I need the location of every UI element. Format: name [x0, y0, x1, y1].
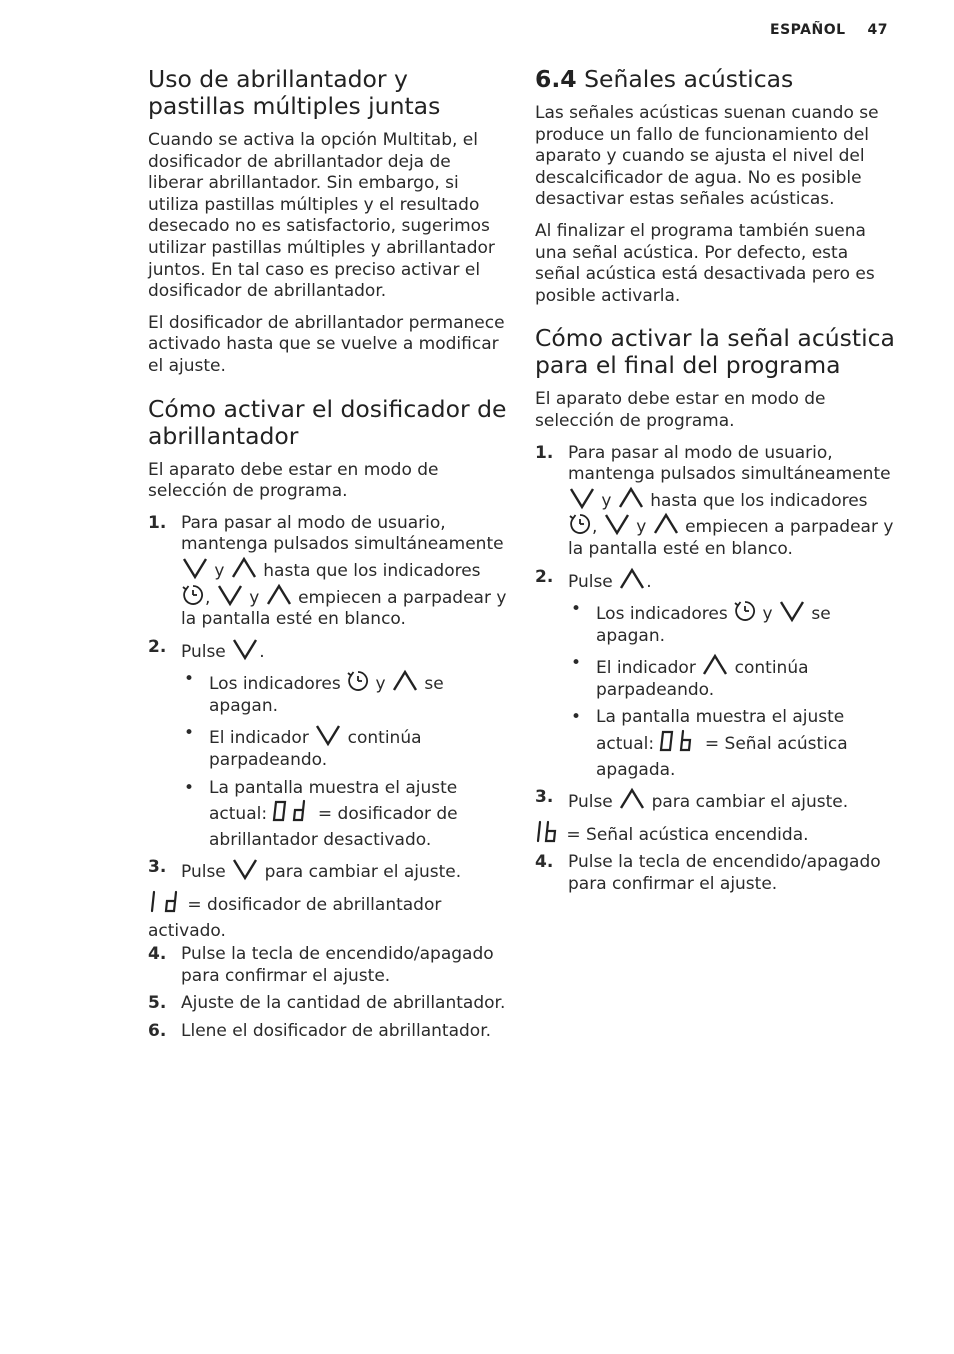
display-1b	[535, 820, 561, 851]
display-0d	[272, 799, 312, 830]
page-header	[770, 22, 888, 38]
chevron-down-icon	[314, 723, 342, 747]
step-1: 1. Para pasar al modo de usuario, mantenga pulsados simultáneamente y hasta que los indicadores , y empiecen a parpadear y la pantalla esté en blanco.	[148, 512, 507, 630]
step-4: 4. Pulse la tecla de encendido/apagado para confirmar el ajuste.	[148, 944, 494, 986]
paragraph: Las señales acústicas suenan cuando se produce un fallo de funcionamiento del aparato y cuando se ajusta el nivel del descalcificador de agua. No es posible desactivar estas señales acústicas.	[535, 103, 879, 210]
heading-activate-rinse-aid: Cómo activar el dosificador de abrillantador	[148, 394, 507, 450]
chevron-up-icon	[391, 669, 419, 693]
bullet-item: • El indicador continúa parpadeando.	[571, 653, 809, 700]
chevron-up-icon	[617, 486, 645, 510]
chevron-down-icon	[568, 486, 596, 510]
timer-icon	[733, 599, 757, 623]
heading-acoustic-signals: 6.4 Señales acústicas	[535, 65, 794, 93]
chevron-up-icon	[701, 653, 729, 677]
paragraph: El aparato debe estar en modo de selección de programa.	[148, 459, 439, 502]
bullet-item: • La pantalla muestra el ajuste actual: = dosificador de abrillantador desactivado.	[184, 777, 458, 850]
step-2: 2. Pulse .	[148, 636, 265, 662]
chevron-down-icon	[603, 512, 631, 536]
step-5: 5. Ajuste de la cantidad de abrillantador.	[148, 993, 506, 1014]
step-3: 3. Pulse para cambiar el ajuste.	[535, 787, 849, 813]
chevron-up-icon	[652, 512, 680, 536]
bullet-item: • Los indicadores y se apagan.	[184, 669, 444, 716]
bullet-item: • Los indicadores y se apagan.	[571, 599, 831, 646]
heading-activate-end-signal: Cómo activar la señal acústica para el final del programa	[535, 324, 895, 380]
right-column	[535, 66, 895, 902]
timer-icon	[346, 669, 370, 693]
chevron-down-icon	[778, 599, 806, 623]
timer-icon	[181, 583, 205, 607]
chevron-down-icon	[231, 857, 259, 881]
chevron-up-icon	[618, 787, 646, 811]
display-note: = dosificador de abrillantador activado.	[148, 890, 508, 942]
bullet-item: • El indicador continúa parpadeando.	[184, 723, 422, 771]
chevron-up-icon	[618, 567, 646, 591]
paragraph: El aparato debe estar en modo de selección de programa.	[535, 389, 826, 431]
paragraph: Al finalizar el programa también suena una señal acústica. Por defecto, esta señal acústica está desactivada pero es posible activarla.	[535, 220, 875, 306]
chevron-down-icon	[231, 637, 259, 661]
step-6: 6. Llene el dosificador de abrillantador.	[148, 1021, 492, 1041]
step-2: 2. Pulse .	[535, 566, 652, 592]
chevron-up-icon	[230, 556, 258, 580]
paragraph: Cuando se activa la opción Multitab, el dosificador de abrillantador deja de liberar abrillantador. Sin embargo, si utiliza pastillas múltiples y el resultado desecado no es satisfactorio, sugerimos utilizar pastillas múltiples y abrillantador juntos. En tal caso es preciso activar el dosificador de abrillantador.	[148, 130, 495, 302]
chevron-up-icon	[265, 583, 293, 607]
chevron-down-icon	[216, 583, 244, 607]
page-number: 47	[867, 22, 888, 38]
display-note: = Señal acústica encendida.	[535, 820, 895, 851]
heading-multitab: Uso de abrillantador y pastillas múltiples juntas	[148, 65, 441, 120]
paragraph: El dosificador de abrillantador permanece activado hasta que se vuelve a modificar el ajuste.	[148, 312, 505, 376]
display-1d	[148, 890, 182, 921]
left-column	[148, 66, 508, 1049]
header-section: ESPAÑOL	[770, 22, 846, 38]
timer-icon	[568, 512, 592, 536]
display-0b	[659, 729, 699, 760]
step-3: 3. Pulse para cambiar el ajuste.	[148, 857, 462, 883]
bullet-item: • La pantalla muestra el ajuste actual: = Señal acústica apagada.	[571, 707, 848, 780]
step-4: 4. Pulse la tecla de encendido/apagado para confirmar el ajuste.	[535, 852, 881, 895]
step-1: 1. Para pasar al modo de usuario, mantenga pulsados simultáneamente y hasta que los indicadores , y empiecen a parpadear y la pantalla esté en blanco.	[535, 442, 894, 559]
chevron-down-icon	[181, 556, 209, 580]
